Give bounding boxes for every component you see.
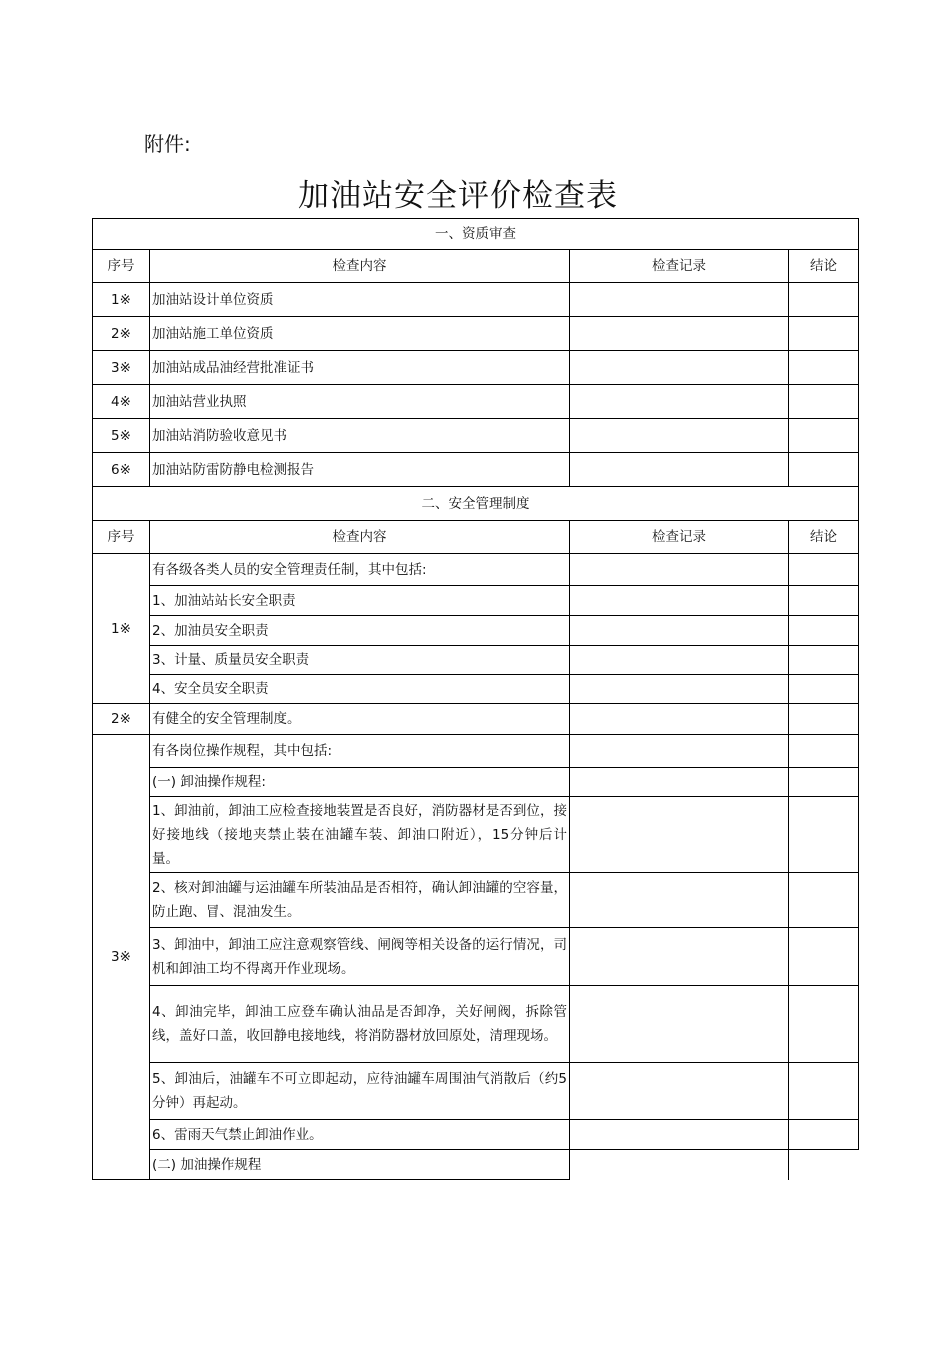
record-cell[interactable] — [570, 283, 789, 317]
attachment-label: 附件: — [144, 132, 191, 156]
column-header-seq: 序号 — [93, 521, 150, 554]
result-cell[interactable] — [789, 586, 859, 616]
column-header-seq: 序号 — [93, 250, 150, 283]
safety-checklist-table — [92, 218, 859, 1180]
result-cell[interactable] — [789, 317, 859, 351]
row-content: 有各岗位操作规程，其中包括: — [150, 735, 570, 768]
column-header-content: 检查内容 — [150, 250, 570, 283]
result-cell[interactable] — [789, 554, 859, 586]
result-cell[interactable] — [789, 1120, 859, 1150]
row-content: 加油站设计单位资质 — [150, 283, 570, 317]
column-header-row — [93, 521, 859, 554]
table-row — [93, 385, 859, 419]
row-seq: 3※ — [93, 351, 150, 385]
row-content: 加油站防雷防静电检测报告 — [150, 453, 570, 487]
row-seq: 6※ — [93, 453, 150, 487]
record-cell[interactable] — [570, 1120, 789, 1150]
table-row — [93, 873, 859, 928]
column-header-record: 检查记录 — [570, 250, 789, 283]
record-cell[interactable] — [570, 1150, 789, 1180]
table-row — [93, 317, 859, 351]
record-cell[interactable] — [570, 675, 789, 704]
row-seq: 1※ — [93, 554, 150, 704]
column-header-result: 结论 — [789, 250, 859, 283]
column-header-record: 检查记录 — [570, 521, 789, 554]
record-cell[interactable] — [570, 554, 789, 586]
table-row — [93, 735, 859, 768]
result-cell[interactable] — [789, 735, 859, 768]
row-content: 4、卸油完毕，卸油工应登车确认油品是否卸净，关好闸阀，拆除管线，盖好口盖，收回静电接地线，将消防器材放回原处，清理现场。 — [150, 986, 570, 1063]
column-header-content: 检查内容 — [150, 521, 570, 554]
row-content: 3、卸油中，卸油工应注意观察管线、闸阀等相关设备的运行情况，司机和卸油工均不得离开作业现场。 — [150, 928, 570, 986]
table-row — [93, 986, 859, 1063]
result-cell[interactable] — [789, 675, 859, 704]
record-cell[interactable] — [570, 797, 789, 873]
result-cell[interactable] — [789, 986, 859, 1063]
section-title: 一、资质审查 — [93, 219, 859, 250]
result-cell[interactable] — [789, 768, 859, 797]
column-header-result: 结论 — [789, 521, 859, 554]
row-content: 4、安全员安全职责 — [150, 675, 570, 704]
row-content: 加油站消防验收意见书 — [150, 419, 570, 453]
row-content: 加油站营业执照 — [150, 385, 570, 419]
result-cell[interactable] — [789, 704, 859, 735]
table-row — [93, 675, 859, 704]
record-cell[interactable] — [570, 351, 789, 385]
result-cell[interactable] — [789, 385, 859, 419]
table-row — [93, 283, 859, 317]
row-content: 2、加油员安全职责 — [150, 616, 570, 646]
document-title: 加油站安全评价检查表 — [298, 178, 618, 214]
record-cell[interactable] — [570, 646, 789, 675]
section-title: 二、安全管理制度 — [93, 487, 859, 521]
row-content: (二) 加油操作规程 — [150, 1150, 570, 1180]
record-cell[interactable] — [570, 768, 789, 797]
column-header-row — [93, 250, 859, 283]
result-cell[interactable] — [789, 873, 859, 928]
section-header-row — [93, 487, 859, 521]
row-content: 加油站施工单位资质 — [150, 317, 570, 351]
row-seq: 3※ — [93, 735, 150, 1180]
row-seq: 2※ — [93, 704, 150, 735]
row-content: 有健全的安全管理制度。 — [150, 704, 570, 735]
table-row — [93, 419, 859, 453]
table-row — [93, 928, 859, 986]
table-row — [93, 1120, 859, 1150]
record-cell[interactable] — [570, 873, 789, 928]
table-row — [93, 704, 859, 735]
table-row — [93, 646, 859, 675]
table-row — [93, 351, 859, 385]
row-content: 1、卸油前，卸油工应检查接地装置是否良好，消防器材是否到位，接好接地线（接地夹禁止装在油罐车装、卸油口附近），15分钟后计量。 — [150, 797, 570, 873]
row-seq: 4※ — [93, 385, 150, 419]
row-seq: 5※ — [93, 419, 150, 453]
result-cell[interactable] — [789, 419, 859, 453]
result-cell[interactable] — [789, 616, 859, 646]
result-cell[interactable] — [789, 283, 859, 317]
table-row — [93, 616, 859, 646]
table-row — [93, 453, 859, 487]
result-cell[interactable] — [789, 928, 859, 986]
row-content: 6、雷雨天气禁止卸油作业。 — [150, 1120, 570, 1150]
table-row — [93, 1150, 859, 1180]
record-cell[interactable] — [570, 735, 789, 768]
section-header-row — [93, 219, 859, 250]
record-cell[interactable] — [570, 419, 789, 453]
table-row — [93, 554, 859, 586]
row-seq: 1※ — [93, 283, 150, 317]
result-cell[interactable] — [789, 646, 859, 675]
result-cell[interactable] — [789, 453, 859, 487]
result-cell[interactable] — [789, 1150, 859, 1180]
record-cell[interactable] — [570, 385, 789, 419]
row-seq: 2※ — [93, 317, 150, 351]
record-cell[interactable] — [570, 986, 789, 1063]
result-cell[interactable] — [789, 797, 859, 873]
record-cell[interactable] — [570, 704, 789, 735]
table-row — [93, 1063, 859, 1120]
result-cell[interactable] — [789, 1063, 859, 1120]
result-cell[interactable] — [789, 351, 859, 385]
row-content: 5、卸油后，油罐车不可立即起动，应待油罐车周围油气消散后（约5分钟）再起动。 — [150, 1063, 570, 1120]
record-cell[interactable] — [570, 616, 789, 646]
table-row — [93, 586, 859, 616]
record-cell[interactable] — [570, 586, 789, 616]
record-cell[interactable] — [570, 1063, 789, 1120]
record-cell[interactable] — [570, 317, 789, 351]
table-row — [93, 768, 859, 797]
row-content: 加油站成品油经营批准证书 — [150, 351, 570, 385]
table-row — [93, 797, 859, 873]
row-content: (一) 卸油操作规程: — [150, 768, 570, 797]
row-content: 2、核对卸油罐与运油罐车所装油品是否相符，确认卸油罐的空容量，防止跑、冒、混油发生。 — [150, 873, 570, 928]
row-content: 有各级各类人员的安全管理责任制，其中包括: — [150, 554, 570, 586]
record-cell[interactable] — [570, 928, 789, 986]
record-cell[interactable] — [570, 453, 789, 487]
row-content: 1、加油站站长安全职责 — [150, 586, 570, 616]
row-content: 3、计量、质量员安全职责 — [150, 646, 570, 675]
